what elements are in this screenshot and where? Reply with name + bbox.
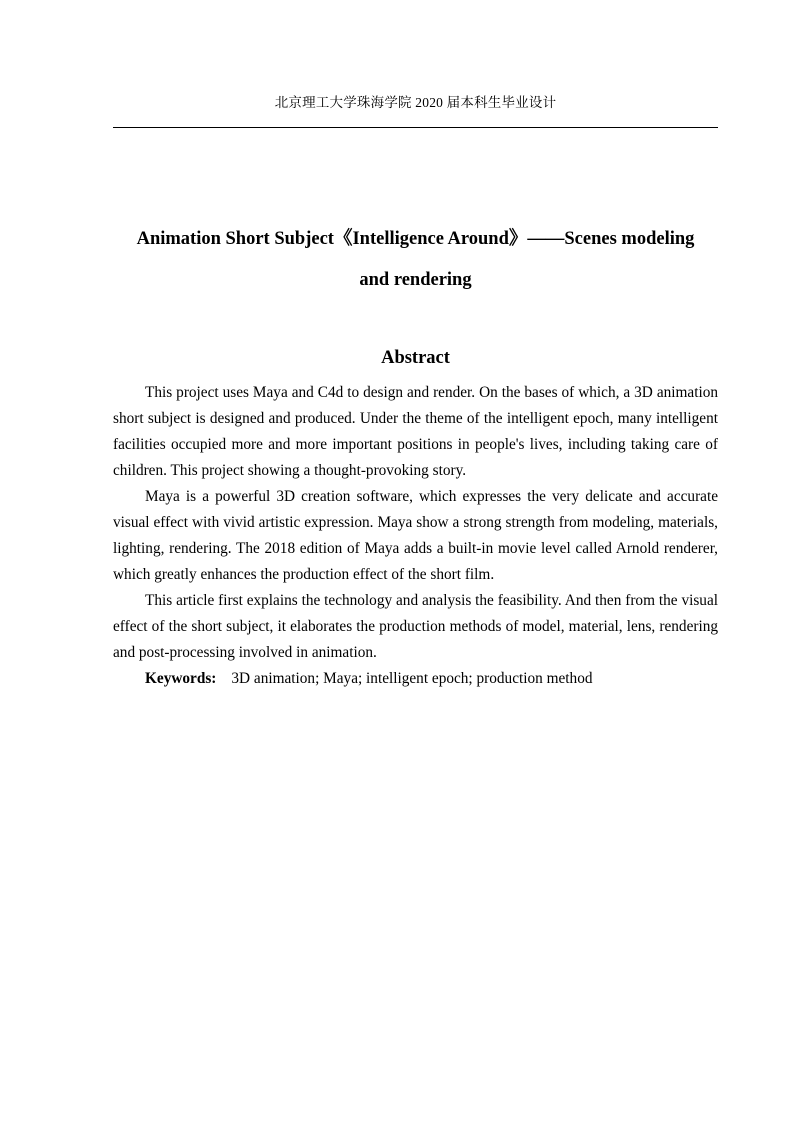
header-divider — [113, 127, 718, 128]
keywords-value: 3D animation; Maya; intelligent epoch; production method — [231, 670, 593, 687]
thesis-title-line-2: and rendering — [359, 270, 472, 290]
thesis-title — [100, 219, 731, 301]
abstract-heading: Abstract — [381, 348, 450, 368]
thesis-title-line-1: Animation Short Subject《Intelligence Around》——Scenes modeling — [136, 229, 695, 249]
abstract-paragraph-1: This project uses Maya and C4d to design and render. On the bases of which, a 3D animation short subject is designed and produced. Under the theme of the intelligent epoch, many intelligent facilities occupied more and more important positions in people's lives, including taking care of children. This project showing a thought-provoking story. — [113, 384, 718, 479]
running-header: 北京理工大学珠海学院 2020 届本科生毕业设计 — [274, 95, 557, 110]
abstract-paragraph-2: Maya is a powerful 3D creation software, which expresses the very delicate and accurate visual effect with vivid artistic expression. Maya show a strong strength from modeling, materials, lighting, rendering. The 2018 edition of Maya adds a built-in movie level called Arnold renderer, which greatly enhances the production effect of the short film. — [113, 488, 718, 583]
keywords-line — [113, 666, 718, 692]
abstract-paragraph-3: This article first explains the technology and analysis the feasibility. And then from the visual effect of the short subject, it elaborates the production methods of model, material, lens, rendering and post-processing involved in animation. — [113, 592, 718, 661]
keywords-label: Keywords: — [145, 670, 217, 687]
abstract-body — [113, 380, 718, 692]
